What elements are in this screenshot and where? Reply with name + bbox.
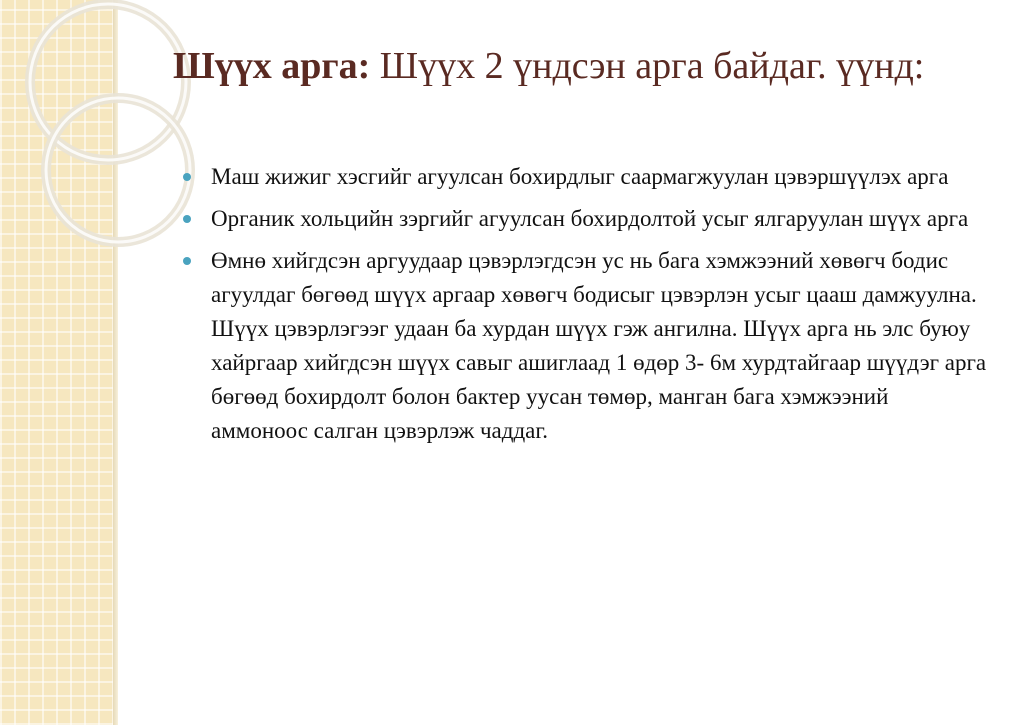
bullet-dot-icon bbox=[183, 215, 191, 223]
bullet-text: Өмнө хийгдсэн аргуудаар цэвэрлэгдсэн ус нь бага хэмжээний хөвөгч бодис агуулдаг бөгөөд шүүх аргаар хөвөгч бодисыг цэвэрлэн усыг цааш дамжуулна. Шүүх цэвэрлэгээг удаан ба хурдан шүүх гэж ангилна. Шүүх арга нь элс буюу хайргаар хийгдсэн шүүх савыг ашиглаад 1 өдөр 3- 6м хурдтайгаар шүүдэг арга бөгөөд бохирдолт болон бактер уусан төмөр, манган бага хэмжээний аммоноос салган цэвэрлэж чаддаг. bbox=[211, 248, 987, 443]
bullet-item bbox=[211, 244, 991, 448]
bullet-text: Органик хольцийн зэргийг агуулсан бохирдолтой усыг ялгаруулан шүүх арга bbox=[211, 206, 969, 231]
slide-title-rest: Шүүх 2 үндсэн арга байдаг. үүнд: bbox=[370, 45, 925, 87]
bullet-item bbox=[211, 160, 991, 194]
bullet-dot-icon bbox=[183, 257, 191, 265]
bullet-list bbox=[211, 160, 991, 456]
bullet-item bbox=[211, 202, 991, 236]
bullet-dot-icon bbox=[183, 173, 191, 181]
bullet-text: Маш жижиг хэсгийг агуулсан бохирдлыг саармагжуулан цэвэршүүлэх арга bbox=[211, 164, 949, 189]
slide-title-bold: Шүүх арга: bbox=[173, 45, 371, 87]
decorative-rings bbox=[0, 0, 200, 260]
slide-title bbox=[173, 40, 973, 92]
